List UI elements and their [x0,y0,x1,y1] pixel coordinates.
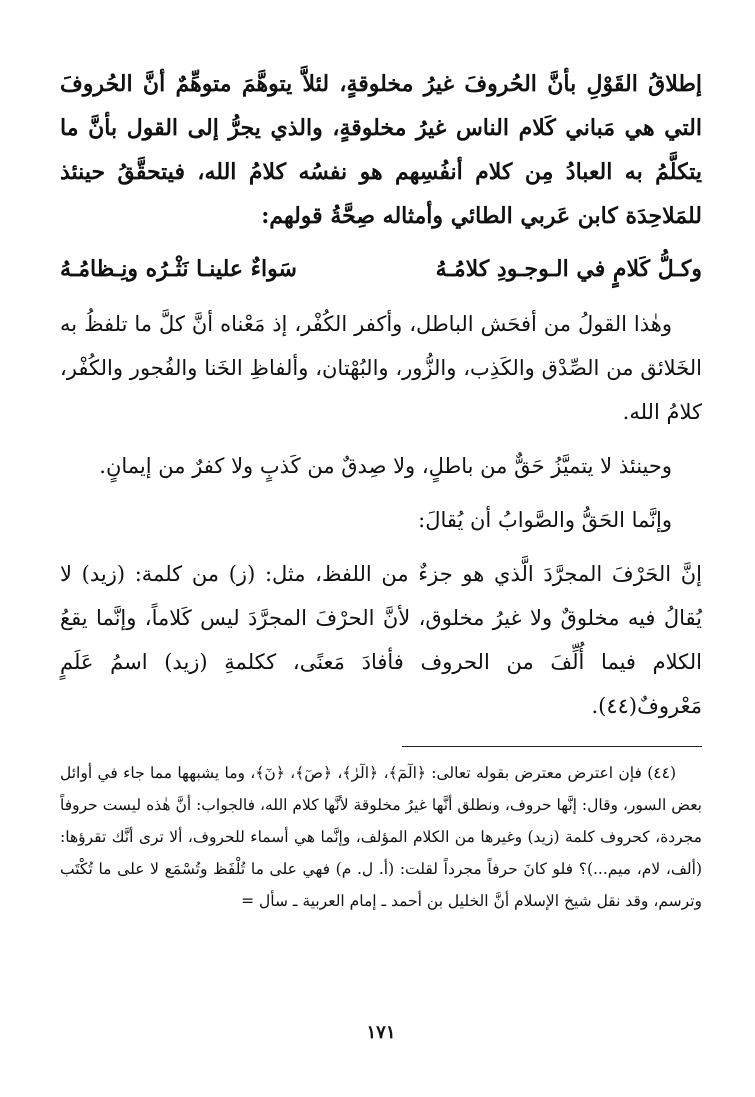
opening-paragraph: إطلاقُ القَوْلِ بأنَّ الحُروفَ غيرُ مخلوقةٍ، لئلاَّ يتوهَّمَ متوهِّمٌ أنَّ الحُروفَ التي هي مَباني كَلام الناس غيرُ مخلوقةٍ، والذي يجرُّ إلى القول بأنَّ ما يتكلَّمُ به العبادُ مِن كلام أنفُسِهم هو نفسُه كلامُ الله، فيتحقَّقُ حينئذ للمَلاحِدَة كابن عَربي الطائي وأمثاله صِحَّةُ قولهم: [60,71,702,229]
verse-first-hemistich: وكـلُّ كَلامٍ في الـوجـودِ كلامُـهُ [435,256,702,282]
footnote-separator [402,746,702,747]
footnote-44: (٤٤) فإن اعترض معترض بقوله تعالى: ﴿الٓمٓ﴾، ﴿الٓرٰ﴾، ﴿صٓ﴾، ﴿نٓ﴾، وما يشبهها مما جاء في أوائل بعض السور، وقال: إنَّها حروف، ونطلق أنَّها غيرُ مخلوقة لأنَّها كلام الله، فالجواب: أنَّ هٰذه ليست حروفاً مجردة، كحروف كلمة (زيد) وغيرها من الكلام المؤلف، وإنَّما هي أسماء للحروف، ألا ترى أنَّك تقرؤها: (ألف، لام، ميم...)؟ فلو كانَ حرفاً مجرداً لقلت: (أ. ل. م) فهي على ما تُلْفَظ وتُسْمَع لا على ما تُكْتَب وترسم، وقد نقل شيخ الإسلام أنَّ الخليل بن أحمد ـ إمام العربية ـ سأل = [60,764,702,910]
paragraph-letter-definition: إنَّ الحَرْفَ المجرَّدَ الَّذي هو جزءٌ من اللفظ، مثل: (ز) من كلمة: (زيد) لا يُقالُ فيه مخلوقٌ ولا غيرُ مخلوق، لأنَّ الحرْفَ المجرَّدَ ليس كَلاماً، وإنَّما يقعُ الكلام فيما أُلِّفَ من الحروف فأفادَ مَعنًى، ككلمةِ (زيد) اسمُ عَلَمٍ مَعْروفٌ(٤٤). [60,562,702,718]
paragraph-falsehood: وهٰذا القولُ من أفحَش الباطل، وأكفر الكُفْر، إذ مَعْناه أنَّ كلَّ ما تلفظُ به الخَلائق من الصِّدْق والكَذِب، والزُّور، والبُهْتان، وألفاظِ الخَنا والفُجور والكُفْر، كلامُ الله. [60,312,702,424]
book-page [60,62,702,1072]
poetry-verse [60,246,702,292]
paragraph-distinction: وحينئذ لا يتميَّزُ حَقٌّ من باطلٍ، ولا صِدقٌ من كَذبٍ ولا كفرٌ من إيمانٍ. [99,454,672,478]
paragraph-correct-view: وإنَّما الحَقُّ والصَّوابُ أن يُقالَ: [418,508,672,532]
verse-second-hemistich: سَواءٌ علينـا نَثْـرُه ونِـظامُـهُ [60,256,297,282]
page-number: ١٧١ [366,1022,396,1043]
